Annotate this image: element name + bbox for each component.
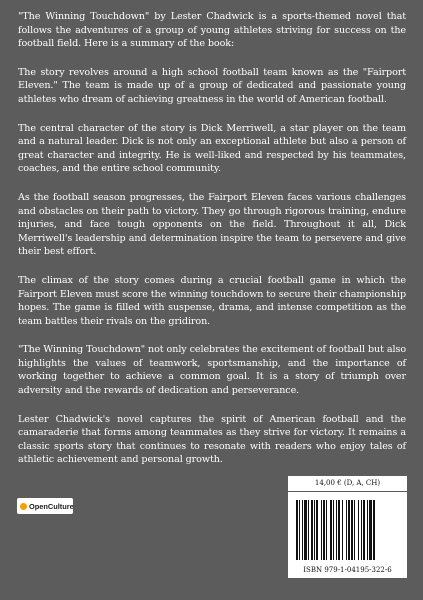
isbn-label: ISBN 979-1-04195-322-6 [303,566,392,574]
publisher-logo [17,498,73,514]
barcode-bar [308,500,309,560]
barcode-bar [296,500,298,560]
summary-paragraph-6: "The Winning Touchdown" not only celebrates the excitement of football but also highlights the values of teamwork, sportsmanship, and the importance of working together to achieve a common goal. It is a story of triumph over adversity and the rewards of dedication and perseverance. [18,344,406,397]
barcode-icon [296,500,399,560]
open-culture-logo-mark-icon [20,503,27,510]
publisher-logo-text: OpenCulture [29,501,74,511]
barcode-bar [363,500,365,560]
barcode-bar [346,500,347,560]
barcode-bar [316,500,318,560]
barcode-bar [351,500,353,560]
barcode-bar [299,500,300,560]
summary-text [18,10,406,482]
summary-paragraph-7: Lester Chadwick's novel captures the spirit of American football and the camaraderie that forms among teammates as they strive for victory. It remains a classic sports story that continues to resonate with readers who enjoy tales of athletic achievement and personal growth. [18,413,406,466]
barcode-bar [311,500,313,560]
price-label: 14,00 € (D, A, CH) [288,476,407,491]
summary-paragraph-2: The story revolves around a high school football team known as the "Fairport Eleven." The team is made up of a group of dedicated and passionate young athletes who dream of achieving greatness in the world of American football. [18,66,406,105]
barcode-bar [302,500,303,560]
barcode-bar [326,500,327,560]
barcode-panel [288,492,407,578]
barcode-bar [367,500,368,560]
barcode-bar [336,500,337,560]
summary-paragraph-4: As the football season progresses, the Fairport Eleven faces various challenges and obstacles on their path to victory. They go through rigorous training, endure injuries, and face tough opponents on the field. Throughout it all, Dick Merriwell's leadership and determination inspire the team to persevere and give their best effort. [18,191,406,258]
barcode-bar [373,500,375,560]
barcode-bar [369,500,372,560]
barcode-bar [361,500,362,560]
barcode-bar [321,500,322,560]
barcode-bar [323,500,325,560]
summary-paragraph-5: The climax of the story comes during a crucial football game in which the Fairport Eleven must score the winning touchdown to secure their championship hopes. The game is filled with suspense, drama, and intense competition as the team battles their rivals on the gridiron. [18,274,406,327]
summary-paragraph-1: "The Winning Touchdown" by Lester Chadwick is a sports-themed novel that follows the adventures of a group of young athletes striving for success on the football field. Here is a summary of the book: [18,11,406,50]
barcode-bar [333,500,334,560]
barcode-bar [330,500,332,560]
barcode-bar [304,500,307,560]
summary-paragraph-3: The central character of the story is Dick Merriwell, a star player on the team and a natural leader. Dick is not only an exceptional athlete but also a person of great character and integrity. He is well-liked and respected by his teammates, coaches, and the entire school community. [18,122,406,175]
barcode-bar [314,500,315,560]
barcode-bar [348,500,350,560]
barcode-bar [338,500,340,560]
barcode-bar [342,500,343,560]
barcode-bar [354,500,355,560]
barcode-bar [358,500,359,560]
